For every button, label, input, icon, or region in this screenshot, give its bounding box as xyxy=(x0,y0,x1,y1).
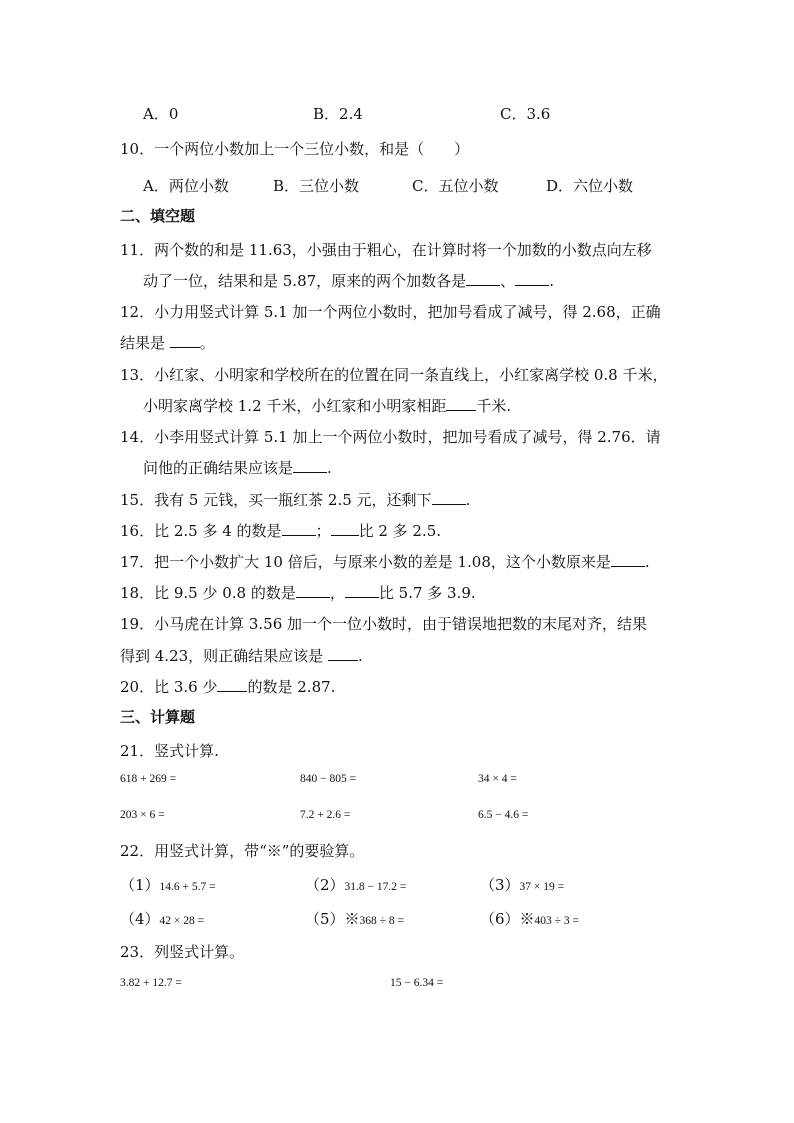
q22-stem: 22．用竖式计算，带“※”的要验算。 xyxy=(120,842,365,860)
q21-expr: 618 + 269 = xyxy=(120,773,177,785)
answer-blank[interactable] xyxy=(331,522,359,536)
q12-line1: 12．小力用竖式计算 5.1 加一个两位小数时，把加号看成了减号，得 2.68，正确 xyxy=(120,303,661,321)
answer-blank[interactable] xyxy=(446,397,476,411)
q21-expr: 7.2 + 2.6 = xyxy=(300,809,351,821)
q10-option-c: C．五位小数 xyxy=(412,177,499,195)
q15: 15．我有 5 元钱，买一瓶红茶 2.5 元，还剩下 . xyxy=(120,491,471,509)
q10-option-b: B．三位小数 xyxy=(273,177,360,195)
answer-blank[interactable] xyxy=(282,522,316,536)
q17: 17．把一个小数扩大 10 倍后，与原来小数的差是 1.08，这个小数原来是 . xyxy=(120,553,650,571)
q21-stem: 21．竖式计算. xyxy=(120,742,219,760)
q14-line2: 问他的正确结果应该是 . xyxy=(143,459,332,477)
answer-blank[interactable] xyxy=(466,272,500,286)
q21-expr: 6.5 − 4.6 = xyxy=(478,809,529,821)
q20: 20．比 3.6 少 的数是 2.87. xyxy=(120,678,336,696)
q21-expr: 840 − 805 = xyxy=(300,773,357,785)
q22-item: （5）※368 ÷ 8 = xyxy=(305,910,404,928)
q23-expr: 15 − 6.34 = xyxy=(390,977,444,989)
q12-line2: 结果是 。 xyxy=(120,334,215,352)
q23-expr: 3.82 + 12.7 = xyxy=(120,977,182,989)
q13-line2: 小明家离学校 1.2 千米，小红家和小明家相距 千米. xyxy=(143,397,512,415)
answer-blank[interactable] xyxy=(432,491,466,505)
q22-item: （3）37 × 19 = xyxy=(480,876,565,894)
answer-blank[interactable] xyxy=(328,647,358,661)
section-fill-in-heading: 二、填空题 xyxy=(120,207,196,225)
q11-line2: 动了一位，结果和是 5.87，原来的两个加数各是 、 . xyxy=(143,272,554,290)
q10-stem: 10．一个两位小数加上一个三位小数，和是（ ） xyxy=(120,140,470,158)
q16: 16．比 2.5 多 4 的数是 ； 比 2 多 2.5. xyxy=(120,522,442,540)
q21-expr: 203 × 6 = xyxy=(120,809,165,821)
q13-line1: 13．小红家、小明家和学校所在的位置在同一条直线上，小红家离学校 0.8 千米， xyxy=(120,366,668,384)
q19-line2: 得到 4.23，则正确结果应该是 . xyxy=(120,647,363,665)
q10-option-d: D．六位小数 xyxy=(546,177,634,195)
answer-blank[interactable] xyxy=(217,678,247,692)
q19-line1: 19．小马虎在计算 3.56 加一个一位小数时，由于错误地把数的末尾对齐，结果 xyxy=(120,615,648,633)
q22-item: （4）42 × 28 = xyxy=(120,910,205,928)
answer-blank[interactable] xyxy=(293,459,327,473)
answer-blank[interactable] xyxy=(296,584,330,598)
answer-blank[interactable] xyxy=(515,272,549,286)
q9-option-b: B．2.4 xyxy=(313,105,363,123)
section-calculation-heading: 三、计算题 xyxy=(120,708,196,726)
q9-option-c: C．3.6 xyxy=(500,105,551,123)
answer-blank[interactable] xyxy=(611,553,645,567)
answer-blank[interactable] xyxy=(345,584,379,598)
q22-item: （6）※403 ÷ 3 = xyxy=(480,910,579,928)
q14-line1: 14．小李用竖式计算 5.1 加上一个两位小数时，把加号看成了减号，得 2.76．请 xyxy=(120,428,661,446)
q23-stem: 23．列竖式计算。 xyxy=(120,943,245,961)
q9-option-a: A．0 xyxy=(143,105,179,123)
q22-item: （2）31.8 − 17.2 = xyxy=(305,876,407,894)
q11-line1: 11．两个数的和是 11.63，小强由于粗心，在计算时将一个加数的小数点向左移 xyxy=(120,241,652,259)
q10-option-a: A．两位小数 xyxy=(143,177,229,195)
q18: 18．比 9.5 少 0.8 的数是 ， 比 5.7 多 3.9. xyxy=(120,584,476,602)
q22-item: （1）14.6 + 5.7 = xyxy=(120,876,216,894)
answer-blank[interactable] xyxy=(170,334,200,348)
q21-expr: 34 × 4 = xyxy=(478,773,517,785)
